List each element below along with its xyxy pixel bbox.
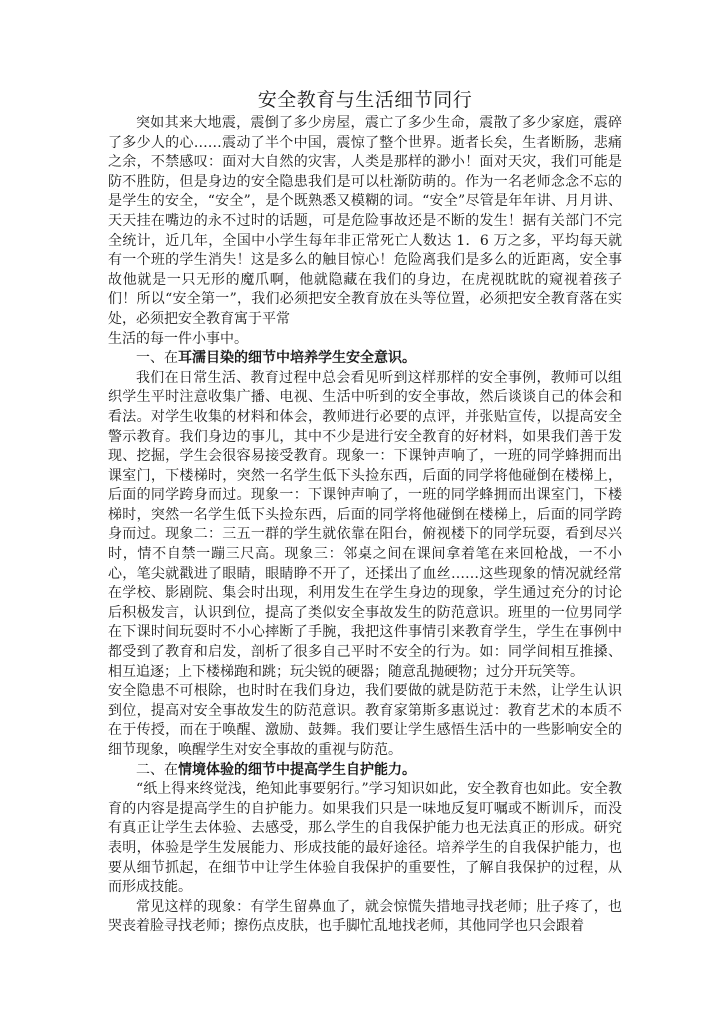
intro-paragraph: 突如其来大地震，震倒了多少房屋，震亡了多少生命，震散了多少家庭，震碎了多少人的心……震动了半个中国，震惊了整个世界。逝者长矣，生者断肠，悲痛之余，不禁感叹：面对大自然的灾害，人类是那样的渺小！面对天灾，我们可能是防不胜防，但是身边的安全隐患我们是可以杜渐防萌的。作为一名老师念念不忘的是学生的安全，“安全”，是个既熟悉又模糊的词。“安全”尽管是年年讲、月月讲、天天挂在嘴边的永不过时的话题，可是危险事故还是不断的发生！据有关部门不完全统计，近几年，全国中小学生每年非正常死亡人数达 1．6 万之多，平均每天就有一个班的学生消失！这是多么的触目惊心！危险离我们是多么的近距离，安全事故他就是一只无形的魔爪啊，他就隐藏在我们的身边，在虎视眈眈的窥视着孩子们！所以“安全第一”，我们必须把安全教育放在头等位置，必须把安全教育落在实处，必须把安全教育寓于平常	[108, 115, 622, 327]
section-heading-1-prefix: 一、在	[136, 350, 178, 367]
section-1-paragraph: 我们在日常生活、教育过程中总会看见听到这样那样的安全事例，教师可以组织学生平时注意收集广播、电视、生活中听到的安全事故，然后谈谈自己的体会和看法。对学生收集的材料和体会，教师进行必要的点评，并张贴宣传，以提高安全警示教育。我们身边的事儿，其中不少是进行安全教育的好材料，如果我们善于发现、挖掘，学生会很容易接受教育。现象一：下课钟声响了，一班的同学蜂拥而出课室门，下楼梯时，突然一名学生低下头捡东西，后面的同学将他碰倒在楼梯上，后面的同学跨身而过。现象一：下课钟声响了，一班的同学蜂拥而出课室门，下楼梯时，突然一名学生低下头捡东西，后面的同学将他碰倒在楼梯上，后面的同学跨身而过。现象二：三五一群的学生就依靠在阳台，俯视楼下的同学玩耍，看到尽兴时，情不自禁一蹦三尺高。现象三：邻桌之间在课间拿着笔在来回枪战，一不小心，笔尖就戳进了眼睛，眼睛睁不开了，还揉出了血丝……这些现象的情况就经常在学校、影剧院、集会时出现，利用发生在学生身边的现象，学生通过充分的讨论后积极发言，认识到位，提高了类似安全事故发生的防范意识。班里的一位男同学在下课时间玩耍时不小心摔断了手腕，我把这件事情引来教育学生，学生在事例中都受到了教育和启发，剖析了很多自己平时不安全的行为。如：同学间相互推搡、相互追逐；上下楼梯跑和跳；玩尖锐的硬器；随意乱抛硬物；过分开玩笑等。	[108, 369, 622, 680]
section-1-closing-paragraph: 安全隐患不可根除，也时时在我们身边，我们要做的就是防范于未然，让学生认识到位，提高对安全事故发生的防范意识。教育家第斯多惠说过：教育艺术的本质不在于传授，而在于唤醒、激励、鼓舞。我们要让学生感悟生活中的一些影响安全的细节现象，唤醒学生对安全事故的重视与防范。	[108, 683, 622, 758]
section-heading-2-bold: 情境体验的细节中提高学生自护能力。	[178, 761, 416, 778]
section-heading-1-bold: 耳濡目染的细节中培养学生安全意识。	[178, 350, 416, 367]
section-heading-2	[108, 761, 622, 781]
section-2-paragraph-2: 常见这样的现象：有学生留鼻血了，就会惊慌失措地寻找老师；肚子疼了，也哭丧着脸寻找老师；擦伤点皮肤，也手脚忙乱地找老师，其他同学也只会跟着	[108, 898, 622, 935]
section-2-paragraph: “纸上得来终觉浅，绝知此事要躬行。”学习知识如此，安全教育也如此。安全教育的内容是提高学生的自护能力。如果我们只是一味地反复叮嘱或不断训斥，而没有真正让学生去体验、去感受，那么学生的自我保护能力也无法真正的形成。研究表明，体验是学生发展能力、形成技能的最好途径。培养学生的自我保护能力，也要从细节抓起，在细节中让学生体验自我保护的重要性，了解自我保护的过程，从而形成技能。	[108, 781, 622, 896]
document-page	[108, 86, 622, 937]
document-title: 安全教育与生活细节同行	[257, 89, 473, 111]
intro-paragraph-continuation: 生活的每一件小事中。	[108, 330, 248, 347]
section-heading-2-prefix: 二、在	[136, 761, 178, 778]
section-heading-1	[108, 349, 622, 369]
